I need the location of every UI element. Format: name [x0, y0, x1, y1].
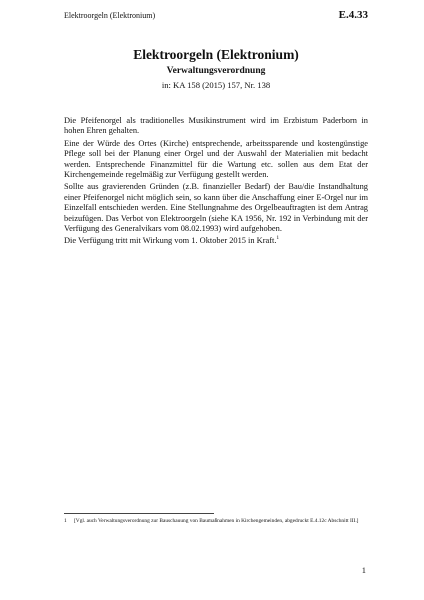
document-title: Elektroorgeln (Elektronium) — [133, 47, 299, 62]
paragraph-1: Die Pfeifenorgel als traditionelles Musikinstrument wird im Erzbistum Paderborn in hohen Ehren gehalten. — [64, 116, 368, 136]
document-source: in: KA 158 (2015) 157, Nr. 138 — [161, 80, 271, 90]
footnote-text: [Vgl. auch Verwaltungsverordnung zur Bauschauung von Baumaßnahmen in Kirchengemeinden, abgedruckt E.4.12c Abschnitt III.] — [74, 518, 359, 524]
body-text — [64, 116, 368, 249]
paragraph-2: Eine der Würde des Ortes (Kirche) entsprechende, arbeitssparende und kostengünstige Pflege soll bei der Planung einer Orgel und der Auswahl der Materialien mit bedacht werden. Entsprechende Finanzmittel für die Wartung etc. sollen aus dem Etat der Kirchengemeinde regelmäßig zur Verfügung gestellt werden. — [64, 138, 368, 180]
footnote-divider — [64, 513, 214, 514]
footnote-reference[interactable]: 1 — [276, 235, 280, 242]
page-number: 1 — [361, 565, 366, 575]
paragraph-4-text: Die Verfügung tritt mit Wirkung vom 1. Oktober 2015 in Kraft. — [64, 236, 277, 246]
document-subtitle: Verwaltungsverordnung — [166, 66, 266, 76]
document-heading — [64, 47, 368, 91]
running-title: Elektroorgeln (Elektronium) — [64, 11, 156, 20]
section-number: E.4.33 — [338, 9, 368, 21]
paragraph-4 — [64, 236, 368, 246]
footnote-mark: 1 — [64, 518, 67, 524]
footnote — [64, 518, 368, 525]
paragraph-3: Sollte aus gravierenden Gründen (z.B. finanzieller Bedarf) der Bau/die Instandhaltung einer Pfeifenorgel nicht möglich sein, so kann über die Anschaffung einer E-Orgel nur im Einzelfall entschieden werden. Eine Stellungnahme des Orgelbeauftragten ist dem Antrag beizufügen. Das Verbot von Elektroorgeln (siehe KA 1956, Nr. 192 in Verbindung mit der Verfügung des Generalvikars vom 08.02.1993) wird aufgehoben. — [64, 182, 368, 234]
